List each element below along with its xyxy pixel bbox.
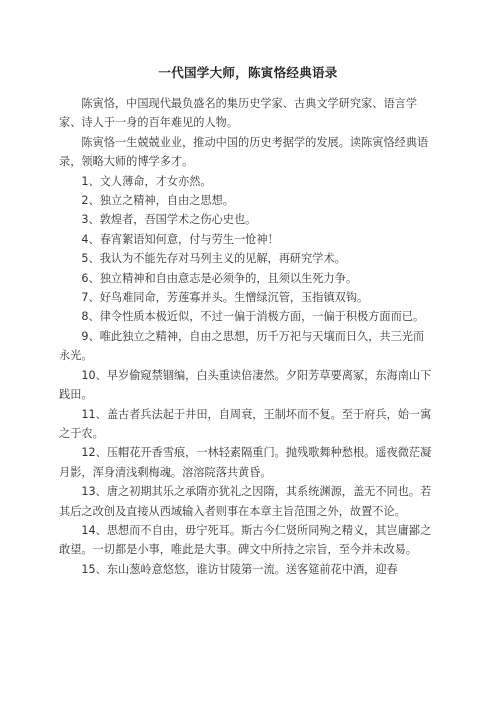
quote-item: 12、压帽花开香雪痕，一林轻素隔重门。抛残歌舞种愁根。遥夜微茫凝月影，浑身清浅剩梅魂。溶溶院落共黄昏。 [59, 446, 432, 479]
document-body [59, 94, 435, 579]
quote-item: 14、思想而不自由，毋宁死耳。斯古今仁贤所同殉之精义，其岂庸鄙之敢望。一切都是小事，唯此是大事。碑文中所持之宗旨，至今并未改易。 [59, 523, 432, 557]
intro-paragraph: 陈寅恪，中国现代最负盛名的集历史学家、古典文学研究家、语言学家、诗人于一身的百年难见的人物。 [59, 97, 418, 130]
quote-item: 1、文人薄命，才女亦然。 [81, 174, 212, 188]
quote-item: 9、唯此独立之精神，自由之思想，历千万祀与天壤而日久，共三光而永光。 [59, 329, 425, 363]
quote-item: 6、独立精神和自由意志是必须争的，且须以生死力争。 [81, 271, 358, 285]
document-title: 一代国学大师，陈寅恪经典语录 [158, 65, 338, 80]
quote-item: 5、我认为不能先存对马列主义的见解，再研究学术。 [81, 252, 346, 266]
quote-item: 15、东山葱岭意悠悠，谁访甘陵第一流。送客筵前花中酒，迎春 [81, 562, 398, 576]
intro-paragraph: 陈寅恪一生兢兢业业，推动中国的历史考据学的发展。读陈寅恪经典语录，领略大师的博学多才。 [59, 135, 429, 169]
quote-item: 11、盖古者兵法起于井田，自周衰，王制坏而不复。至于府兵，始一寓之于农。 [59, 407, 432, 440]
quote-item: 3、敦煌者，吾国学术之伤心史也。 [81, 213, 257, 227]
quote-item: 8、律令性质本极近似，不过一偏于消极方面，一偏于积极方面而已。 [81, 310, 425, 324]
quote-item: 10、早岁偷窥禁锢编，白头重读倍凄然。夕阳芳草要离冢，东海南山下践田。 [59, 368, 432, 402]
quote-item: 2、独立之精神，自由之思想。 [81, 194, 234, 208]
quote-item: 13、唐之初期其乐之承隋亦犹礼之因隋，其系统渊源，盖无不同也。若其后之改创及直接从西域输入者则事在本章主旨范围之外，故置不论。 [59, 485, 432, 518]
quote-item: 7、好鸟难同命，芳莲寡并头。生憎绿沉管，玉指镇双钩。 [81, 291, 369, 305]
quote-item: 4、春宵絮语知何意，付与劳生一怆神！ [81, 232, 279, 246]
